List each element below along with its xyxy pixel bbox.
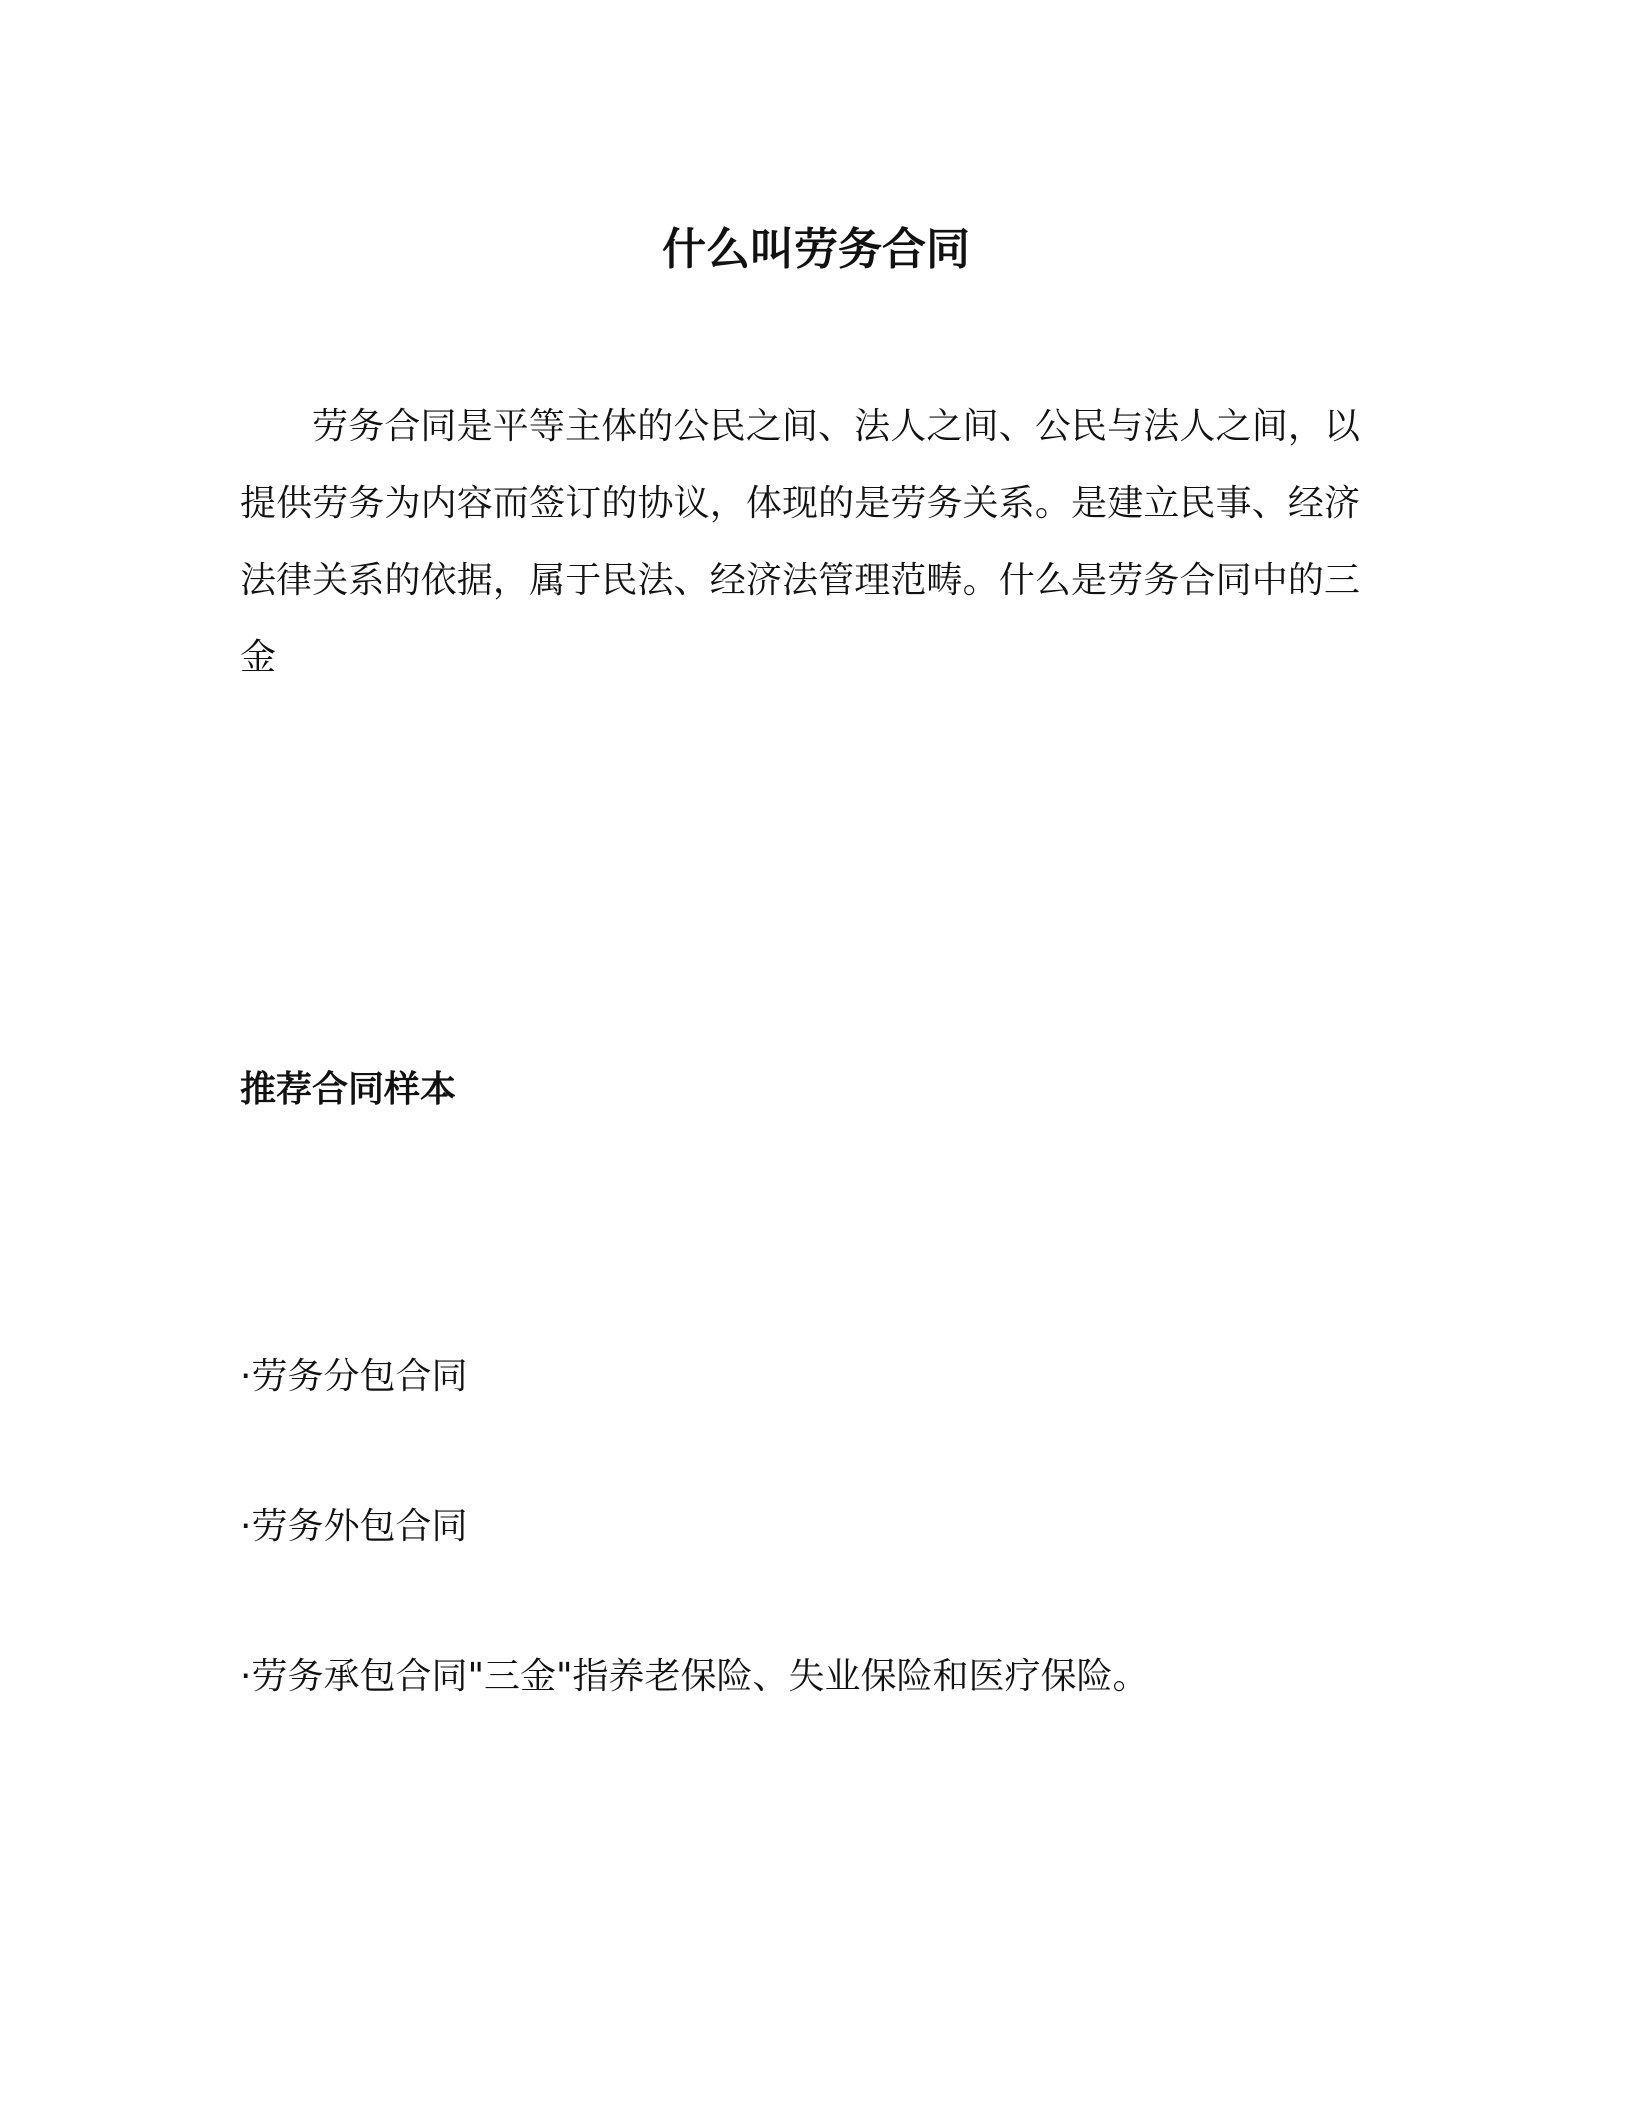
intro-paragraph: 劳务合同是平等主体的公民之间、法人之间、公民与法人之间，以提供劳务为内容而签订的协议，体现的是劳务关系。是建立民事、经济法律关系的依据，属于民法、经济法管理范畴。什么是劳务合同中的三金 <box>240 406 1360 678</box>
sample-contract-list <box>240 1345 1380 1795</box>
page-title: 什么叫劳务合同 <box>662 224 970 275</box>
sample-contract-item: ·劳务分包合同 <box>240 1356 468 1397</box>
sample-contract-item: ·劳务外包合同 <box>240 1506 468 1547</box>
section-heading: 推荐合同样本 <box>240 1069 457 1110</box>
sample-contract-item: ·劳务承包合同"三金"指养老保险、失业保险和医疗保险。 <box>240 1656 1149 1697</box>
